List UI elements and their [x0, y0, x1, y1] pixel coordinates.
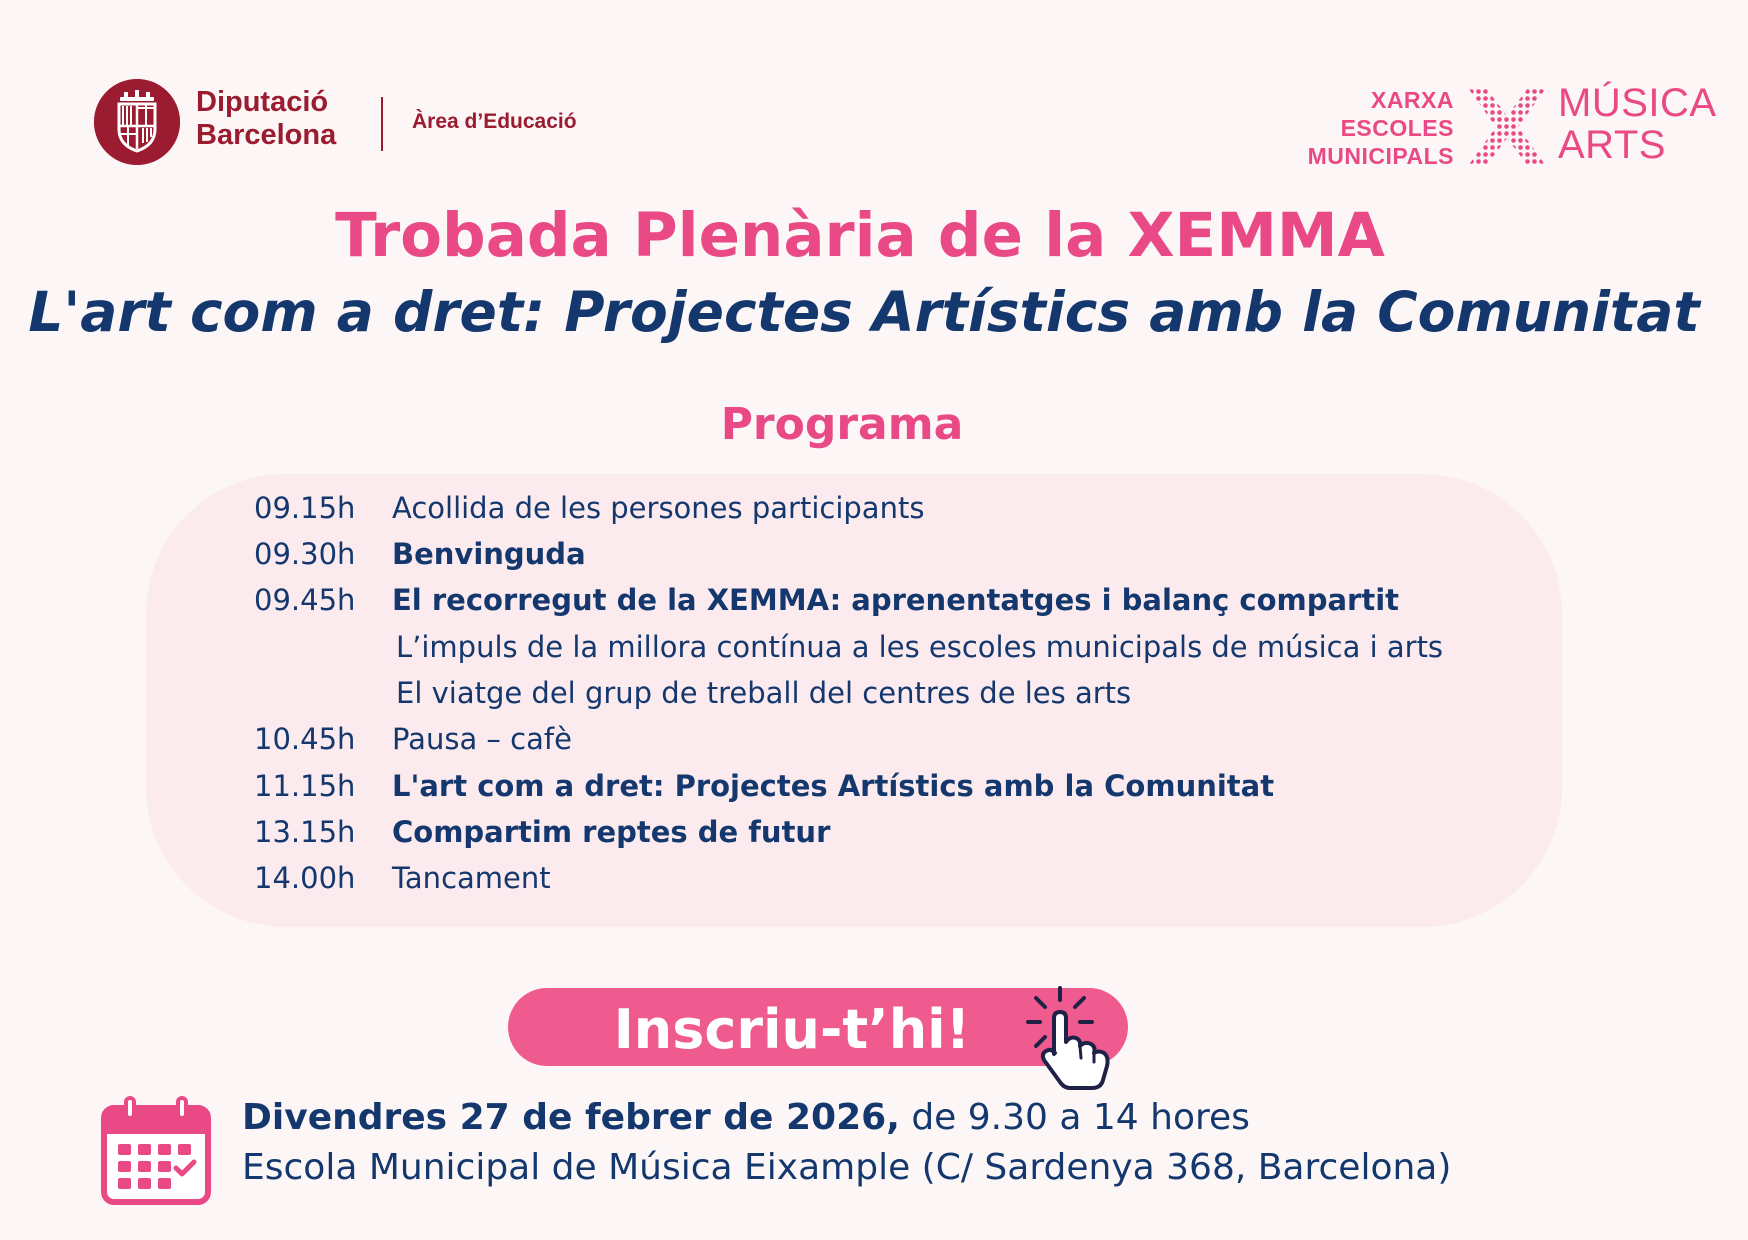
- program-time: 09.30h: [254, 537, 356, 571]
- area-label: Àrea d’Educació: [412, 110, 577, 133]
- event-date: [242, 1094, 1250, 1142]
- dotted-x-icon: [1468, 88, 1546, 166]
- network-line5: ARTS: [1558, 123, 1666, 167]
- program-text: Compartim reptes de futur: [392, 815, 831, 849]
- pointer-click-icon: [1024, 984, 1134, 1094]
- network-name: [1300, 86, 1454, 170]
- network-line3: MUNICIPALS: [1307, 143, 1454, 169]
- program-item: [254, 855, 551, 901]
- program-text: L'art com a dret: Projectes Artístics amb la Comunitat: [392, 769, 1275, 803]
- program-item: [254, 809, 830, 855]
- program-item: [254, 716, 572, 762]
- header-divider: [381, 97, 383, 151]
- org-name-line2: Barcelona: [196, 119, 337, 151]
- program-item: [254, 577, 1399, 623]
- event-venue: Escola Municipal de Música Eixample (C/ Sardenya 368, Barcelona): [242, 1147, 1452, 1188]
- calendar-icon: [100, 1094, 216, 1206]
- program-item: [254, 531, 586, 577]
- register-button-label: Inscriu-t’hi!: [613, 998, 971, 1061]
- network-line2: ESCOLES: [1340, 115, 1454, 141]
- program-text: Benvinguda: [392, 537, 586, 571]
- program-time: 09.15h: [254, 491, 356, 525]
- org-name: [196, 86, 336, 152]
- program-time: 10.45h: [254, 722, 356, 756]
- program-text: Acollida de les persones participants: [392, 491, 925, 525]
- network-arts: [1558, 82, 1717, 166]
- program-subitem: El viatge del grup de treball del centres de les arts: [396, 676, 1132, 710]
- program-subitem: L’impuls de la millora contínua a les escoles municipals de música i arts: [396, 630, 1444, 664]
- program-time: 13.15h: [254, 815, 356, 849]
- program-time: 09.45h: [254, 583, 356, 617]
- program-text: El recorregut de la XEMMA: aprenentatges i balanç compartit: [392, 583, 1400, 617]
- network-line4: MÚSICA: [1558, 81, 1717, 125]
- program-heading: Programa: [720, 399, 964, 450]
- page-title: Trobada Plenària de la XEMMA: [335, 200, 1385, 271]
- program-text: Tancament: [392, 861, 551, 895]
- event-date-day: Divendres 27 de febrer de 2026,: [242, 1097, 900, 1138]
- org-name-line1: Diputació: [196, 86, 329, 118]
- coat-of-arms-icon: [94, 79, 180, 165]
- program-item: [254, 485, 924, 531]
- program-time: 14.00h: [254, 861, 356, 895]
- event-hours: de 9.30 a 14 hores: [899, 1097, 1250, 1138]
- program-time: 11.15h: [254, 769, 356, 803]
- network-line1: XARXA: [1370, 87, 1454, 113]
- program-text: Pausa – cafè: [392, 722, 572, 756]
- page-subtitle: L'art com a dret: Projectes Artístics amb la Comunitat: [28, 280, 1700, 344]
- program-item: [254, 763, 1274, 809]
